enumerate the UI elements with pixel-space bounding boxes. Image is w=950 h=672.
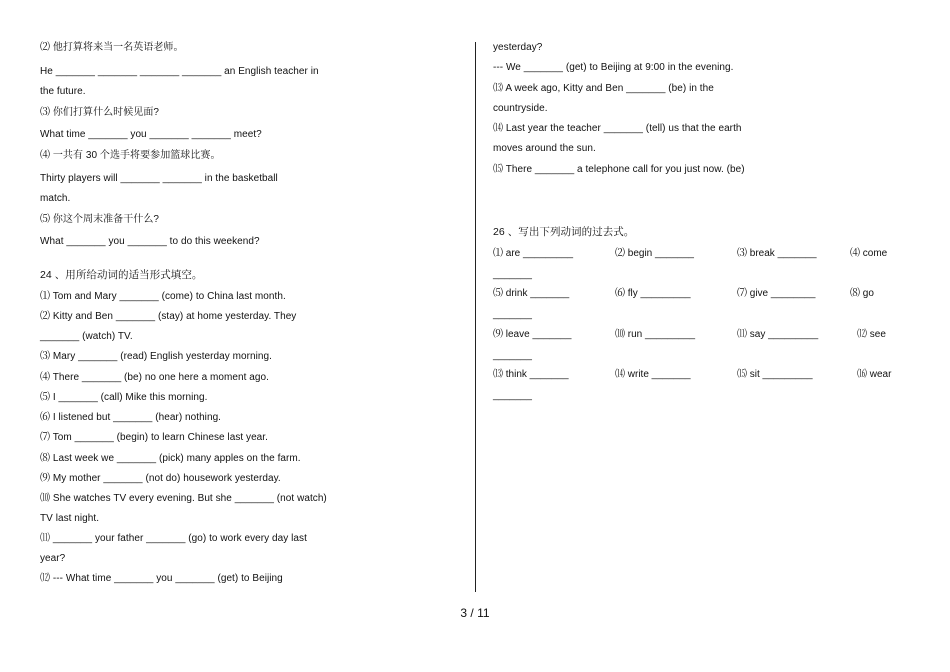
text-line: ⑺ Tom _______ (begin) to learn Chinese last year. (40, 432, 268, 443)
verb-item: ⑻ go (850, 288, 874, 299)
column-divider (475, 42, 476, 592)
verb-item: ⑿ see (857, 329, 886, 340)
verb-item: ⒃ wear (857, 369, 892, 380)
text-line: What time _______ you _______ _______ meet? (40, 129, 262, 140)
text-line: ⑸ I _______ (call) Mike this morning. (40, 392, 208, 403)
text-line: He _______ _______ _______ _______ an English teacher in (40, 66, 319, 77)
text-line: ⑵ Kitty and Ben _______ (stay) at home yesterday. They (40, 311, 297, 322)
text-line: ⑴ Tom and Mary _______ (come) to China last month. (40, 291, 286, 302)
text-line: year? (40, 553, 66, 564)
verb-item: ⑺ give ________ (737, 288, 816, 299)
text-line: the future. (40, 86, 86, 97)
verb-continuation: _______ (493, 350, 532, 361)
text-line: ⑹ I listened but _______ (hear) nothing. (40, 412, 222, 423)
text-line: ⑶ Mary _______ (read) English yesterday morning. (40, 351, 272, 362)
text-line: ⑸ 你这个周末准备干什么? (40, 214, 159, 225)
verb-item: ⑹ fly _________ (615, 288, 691, 299)
text-line: _______ (watch) TV. (40, 331, 133, 342)
text-line: ⑶ 你们打算什么时候见面? (40, 107, 159, 118)
text-line: moves around the sun. (493, 143, 596, 154)
text-line: ⑼ My mother _______ (not do) housework yesterday. (40, 473, 281, 484)
verb-item: ⒁ write _______ (615, 369, 691, 380)
section-heading-26: 26 、写出下列动词的过去式。 (493, 226, 635, 238)
verb-item: ⑼ leave _______ (493, 329, 572, 340)
text-line: What _______ you _______ to do this weekend? (40, 236, 260, 247)
text-line: TV last night. (40, 513, 100, 524)
verb-item: ⑸ drink _______ (493, 288, 570, 299)
text-line: ⑻ Last week we _______ (pick) many apples on the farm. (40, 453, 301, 464)
verb-item: ⑴ are _________ (493, 248, 574, 259)
text-line: ⑾ _______ your father _______ (go) to work every day last (40, 533, 307, 544)
verb-item: ⒂ sit _________ (737, 369, 813, 380)
verb-continuation: _______ (493, 269, 532, 280)
verb-continuation: _______ (493, 309, 532, 320)
text-line: ⒂ There _______ a telephone call for you just now. (be) (493, 164, 745, 175)
page-number: 3 / 11 (460, 606, 490, 620)
verb-item: ⒀ think _______ (493, 369, 569, 380)
text-line: --- We _______ (get) to Beijing at 9:00 in the evening. (493, 62, 734, 73)
text-line: ⑽ She watches TV every evening. But she _______ (not watch) (40, 493, 327, 504)
text-line: ⑷ 一共有 30 个选手将要参加篮球比赛。 (40, 150, 221, 161)
verb-continuation: _______ (493, 390, 532, 401)
text-line: ⒀ A week ago, Kitty and Ben _______ (be) in the (493, 83, 714, 94)
text-line: match. (40, 193, 71, 204)
verb-item: ⑷ come (850, 248, 888, 259)
text-line: Thirty players will _______ _______ in the basketball (40, 173, 278, 184)
verb-item: ⑾ say _________ (737, 329, 819, 340)
text-line: ⑵ 他打算将来当一名英语老师。 (40, 42, 184, 53)
text-line: ⑷ There _______ (be) no one here a moment ago. (40, 372, 269, 383)
section-heading-24: 24 、用所给动词的适当形式填空。 (40, 269, 203, 281)
verb-item: ⑵ begin _______ (615, 248, 694, 259)
text-line: ⒁ Last year the teacher _______ (tell) us that the earth (493, 123, 742, 134)
text-line: ⑿ --- What time _______ you _______ (get) to Beijing (40, 573, 283, 584)
text-line: countryside. (493, 103, 548, 114)
verb-item: ⑶ break _______ (737, 248, 817, 259)
verb-item: ⑽ run _________ (615, 329, 696, 340)
text-line: yesterday? (493, 42, 543, 53)
